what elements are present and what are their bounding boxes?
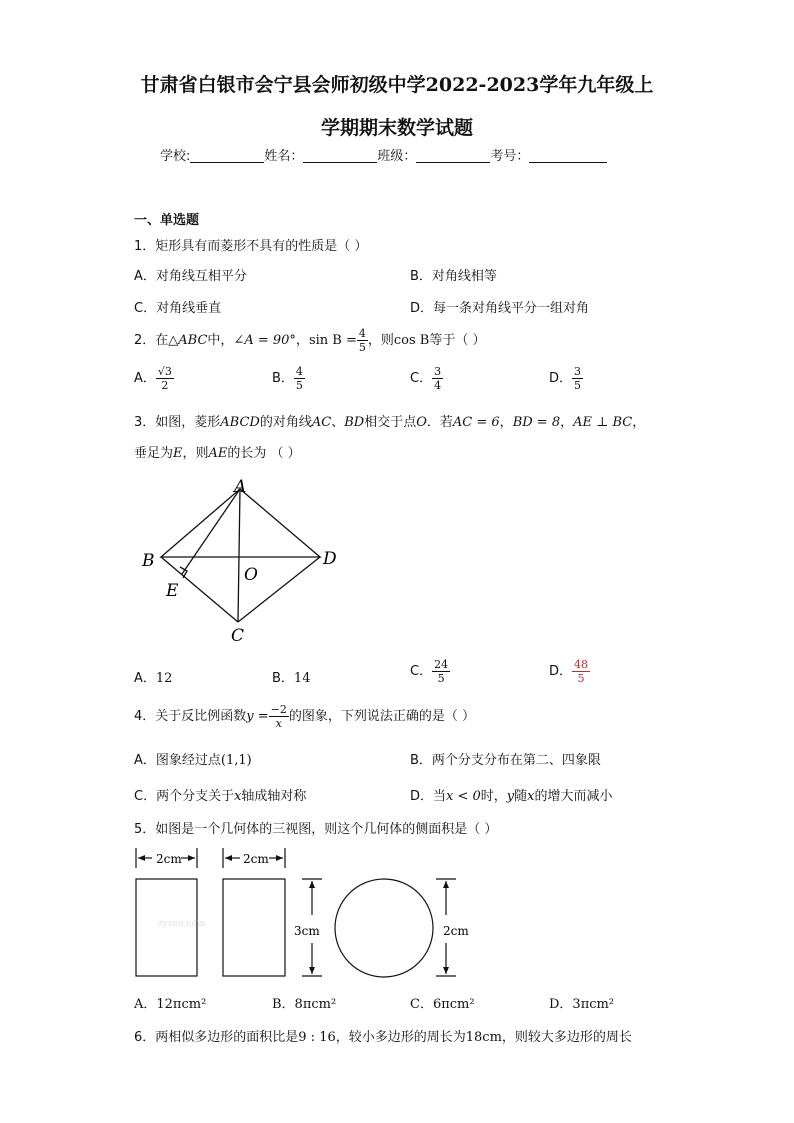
watermark: zyxeo.com — [158, 919, 206, 929]
label-a: A — [234, 477, 247, 497]
question-4-option-d[interactable]: D．当x < 0时，y随x的增大而减小 — [410, 789, 613, 804]
question-2-option-c[interactable]: C． $\frac{3}{4}$ — [410, 365, 442, 392]
q2-triangle: △ABC — [168, 333, 208, 348]
exam-number-label: 考号： — [490, 149, 530, 164]
q2-text: 等于（ ） — [429, 333, 486, 348]
label-e: E — [166, 581, 179, 601]
section-heading: 一、单选题 — [134, 213, 200, 228]
q2-sin: sin B = — [308, 333, 357, 348]
exam-number-field[interactable] — [529, 148, 607, 163]
label-c: C — [231, 626, 245, 646]
dim-front-width: 2cm — [156, 852, 182, 866]
dim-height: 3cm — [294, 924, 320, 938]
class-field[interactable] — [416, 148, 490, 163]
question-4-option-a[interactable]: A．图象经过点(1,1) — [134, 753, 252, 768]
q2-fraction: $\frac{4}{5}$ — [358, 327, 366, 354]
q2-text: ， — [295, 333, 309, 348]
question-3-option-a[interactable]: A．12 — [134, 671, 173, 686]
side-view-rect — [223, 879, 285, 976]
question-5-option-b[interactable]: B．8πcm² — [272, 997, 337, 1012]
question-1-option-a[interactable]: A．对角线互相平分 — [134, 269, 247, 284]
question-4-option-b[interactable]: B．两个分支分布在第二、四象限 — [410, 753, 601, 768]
q2-angle: ∠A = 90° — [233, 333, 296, 348]
label-o: O — [244, 565, 258, 585]
q2-text: 2．在 — [134, 333, 169, 348]
school-field[interactable] — [190, 148, 264, 163]
question-6-stem: 6．两相似多边形的面积比是9 : 16，较小多边形的周长为18cm，则较大多边形的周长 — [134, 1030, 632, 1045]
label-b: B — [142, 551, 155, 571]
question-2-option-b[interactable]: B． $\frac{4}{5}$ — [272, 365, 303, 392]
question-3-stem-line2: 垂足为E，则AE的长为 （ ） — [134, 446, 301, 461]
q2-cos: cos B — [393, 333, 430, 348]
q2-text: 中， — [207, 333, 234, 348]
question-3-option-d[interactable]: D． $\frac{48}{5}$ — [549, 658, 589, 685]
question-1-option-d[interactable]: D．每一条对角线平分一组对角 — [410, 301, 590, 316]
top-view-circle — [335, 879, 433, 977]
school-label: 学校: — [160, 149, 191, 164]
question-3-stem-line1: 3．如图，菱形ABCD的对角线AC、BD相交于点O．若AC = 6，BD = 8，AE ⊥ BC， — [134, 415, 646, 430]
name-label: 姓名： — [264, 149, 304, 164]
question-5-option-c[interactable]: C．6πcm² — [410, 997, 475, 1012]
dim-circle: 2cm — [443, 924, 469, 938]
rhombus-upper — [161, 489, 320, 557]
page-title-line2: 学期期末数学试题 — [320, 117, 473, 139]
page-title-line1: 甘肃省白银市会宁县会师初级中学2022-2023学年九年级上 — [140, 74, 654, 96]
question-4-option-c[interactable]: C．两个分支关于x轴成轴对称 — [134, 789, 307, 804]
label-d: D — [323, 549, 337, 569]
question-2-stem — [134, 327, 485, 355]
question-3-option-c[interactable]: C． $\frac{24}{5}$ — [410, 658, 449, 685]
q2-text: ，则 — [367, 333, 394, 348]
question-1-option-c[interactable]: C．对角线垂直 — [134, 301, 222, 316]
question-3-option-b[interactable]: B．14 — [272, 671, 311, 686]
rhombus-figure — [130, 470, 360, 650]
question-1-stem: 1．矩形具有而菱形不具有的性质是（ ） — [134, 239, 368, 254]
dim-side-width: 2cm — [243, 852, 269, 866]
question-5-option-d[interactable]: D．3πcm² — [549, 997, 615, 1012]
three-view-figure — [130, 843, 470, 983]
question-5-stem: 5．如图是一个几何体的三视图，则这个几何体的侧面积是（ ） — [134, 822, 498, 837]
question-5-option-a[interactable]: A．12πcm² — [134, 997, 207, 1012]
name-field[interactable] — [303, 148, 377, 163]
question-4-stem: 4．关于反比例函数y = $\frac{-2}{x}$ 的图象，下列说法正确的是（ ） — [134, 703, 476, 730]
student-info-fields — [160, 145, 607, 164]
question-1-option-b[interactable]: B．对角线相等 — [410, 269, 497, 284]
diagonal-ac — [238, 489, 240, 622]
question-2-option-a[interactable]: A． $\frac{√3}{2}$ — [134, 365, 172, 392]
question-2-option-d[interactable]: D． $\frac{3}{5}$ — [549, 365, 582, 392]
class-label: 班级： — [377, 149, 417, 164]
